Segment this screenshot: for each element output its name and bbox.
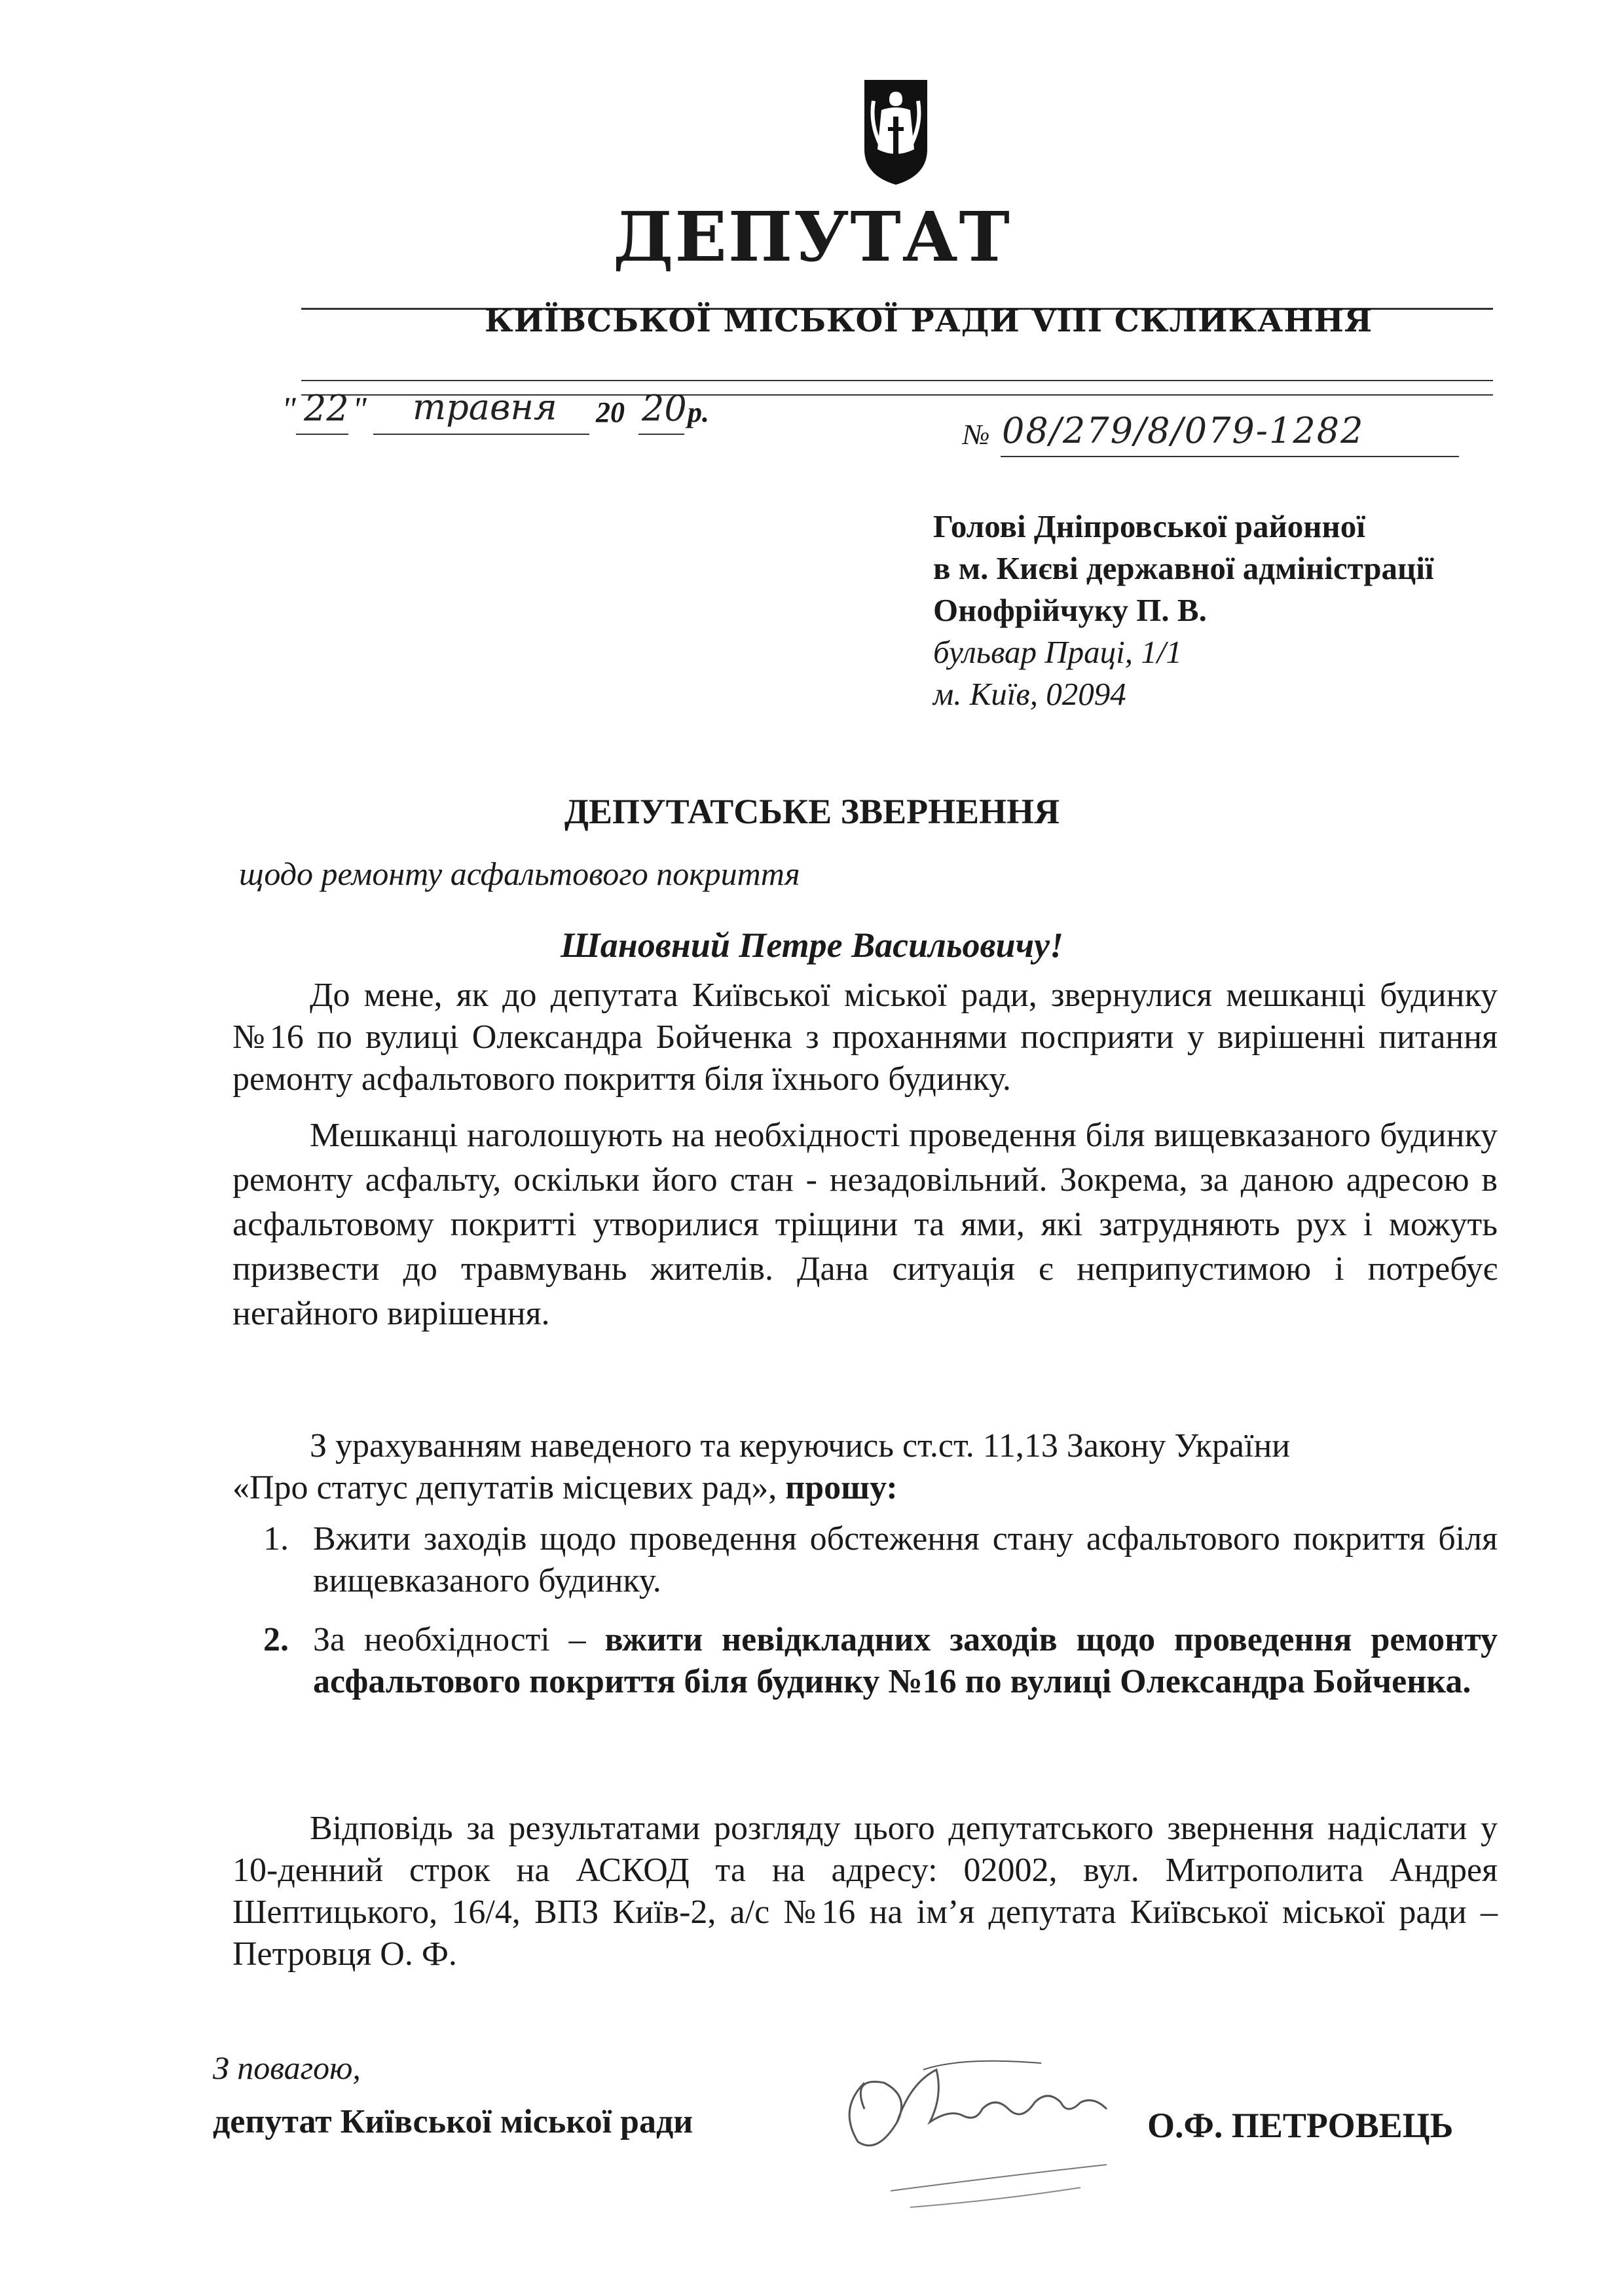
date-month: травня	[413, 386, 557, 428]
request-keyword: прошу:	[785, 1469, 898, 1506]
request-list	[263, 1518, 1498, 1720]
signer-name: О.Ф. ПЕТРОВЕЦЬ	[1147, 2106, 1454, 2145]
list-item-number: 2.	[263, 1621, 289, 1658]
number-prefix: №	[963, 419, 990, 451]
paragraph-line	[232, 1467, 1498, 1509]
addressee-street: бульвар Праці, 1/1	[933, 634, 1182, 670]
number-value: 08/279/8/079-1282	[1002, 410, 1365, 451]
document-date: " 22 " травня 20 20 р.	[282, 386, 740, 439]
body-paragraph: До мене, як до депутата Київської міської ради, звернулися мешканці будинку №16 по вулиці Олександра Бойченка з проханнями посприяти у вирішенні питання ремонту асфальтового покриття біля їхнього будинку.	[232, 977, 1498, 1098]
kyiv-coat-of-arms-icon	[862, 77, 930, 187]
document-subject: щодо ремонту асфальтового покриття	[239, 855, 800, 892]
list-item-text: Вжити заходів щодо проведення обстеження стану асфальтового покриття біля вищевказаного будинку.	[313, 1520, 1498, 1599]
body-paragraph: Мешканці наголошують на необхідності проведення біля вищевказаного будинку ремонту асфальту, оскільки його стан - незадовільний. Зокрема, за даною адресою в асфальтовому покритті утворилися тріщини та ями, які затрудняють рух і можуть призвести до травмувань жителів. Дана ситуація є неприпустимою і потребує негайного вирішення.	[232, 1117, 1498, 1332]
addressee-city: м. Київ, 02094	[933, 676, 1126, 712]
date-day: 22	[304, 388, 349, 429]
date-year-suffix: 20	[642, 388, 687, 429]
date-year-unit: р.	[688, 396, 709, 428]
closing-regards: З повагою,	[213, 2049, 361, 2086]
document-number	[963, 406, 1486, 458]
list-item	[263, 1619, 1498, 1703]
letterhead-rule-bottom	[301, 380, 1493, 381]
paragraph-line: З урахуванням наведеного та керуючись ст.ст. 11,13 Закону України	[310, 1427, 1291, 1465]
addressee-line: в м. Києві державної адміністрації	[933, 550, 1434, 586]
list-item	[263, 1518, 1498, 1602]
body-paragraph: Відповідь за результатами розгляду цього депутатського звернення надіслати у 10-денний строк на АСКОД та на адресу: 02002, вул. Митрополита Андрея Шептицького, 16/4, ВПЗ Київ-2, а/с №16 на ім’я депутата Київської міської ради – Петровця О. Ф.	[232, 1810, 1498, 1973]
body-paragraph	[232, 1425, 1498, 1509]
addressee-block	[933, 506, 1614, 715]
document-title: ДЕПУТАТСЬКЕ ЗВЕРНЕННЯ	[564, 792, 1060, 831]
signer-title: депутат Київської міської ради	[213, 2103, 693, 2140]
addressee-line: Голові Дніпровської районної	[933, 508, 1365, 544]
salutation: Шановний Петре Васильовичу!	[560, 925, 1064, 965]
letterhead-subtitle: КИЇВСЬКОЇ МІСЬКОЇ РАДИ VIII СКЛИКАННЯ	[485, 303, 1373, 339]
list-item-number: 1.	[263, 1520, 289, 1558]
letterhead-title: ДЕПУТАТ	[613, 196, 1011, 277]
paragraph-text: «Про статус депутатів місцевих рад»,	[232, 1469, 786, 1506]
addressee-name: Онофрійчуку П. В.	[933, 592, 1207, 628]
handwritten-signature	[819, 2043, 1159, 2227]
list-item-text-bold: вжити невідкладних заходів щодо проведення ремонту асфальтового покриття біля будинку №16 по вулиці Олександра Бойченка.	[313, 1621, 1498, 1700]
date-year-prefix: 20	[596, 396, 625, 428]
list-item-text: За необхідності –	[313, 1621, 605, 1658]
